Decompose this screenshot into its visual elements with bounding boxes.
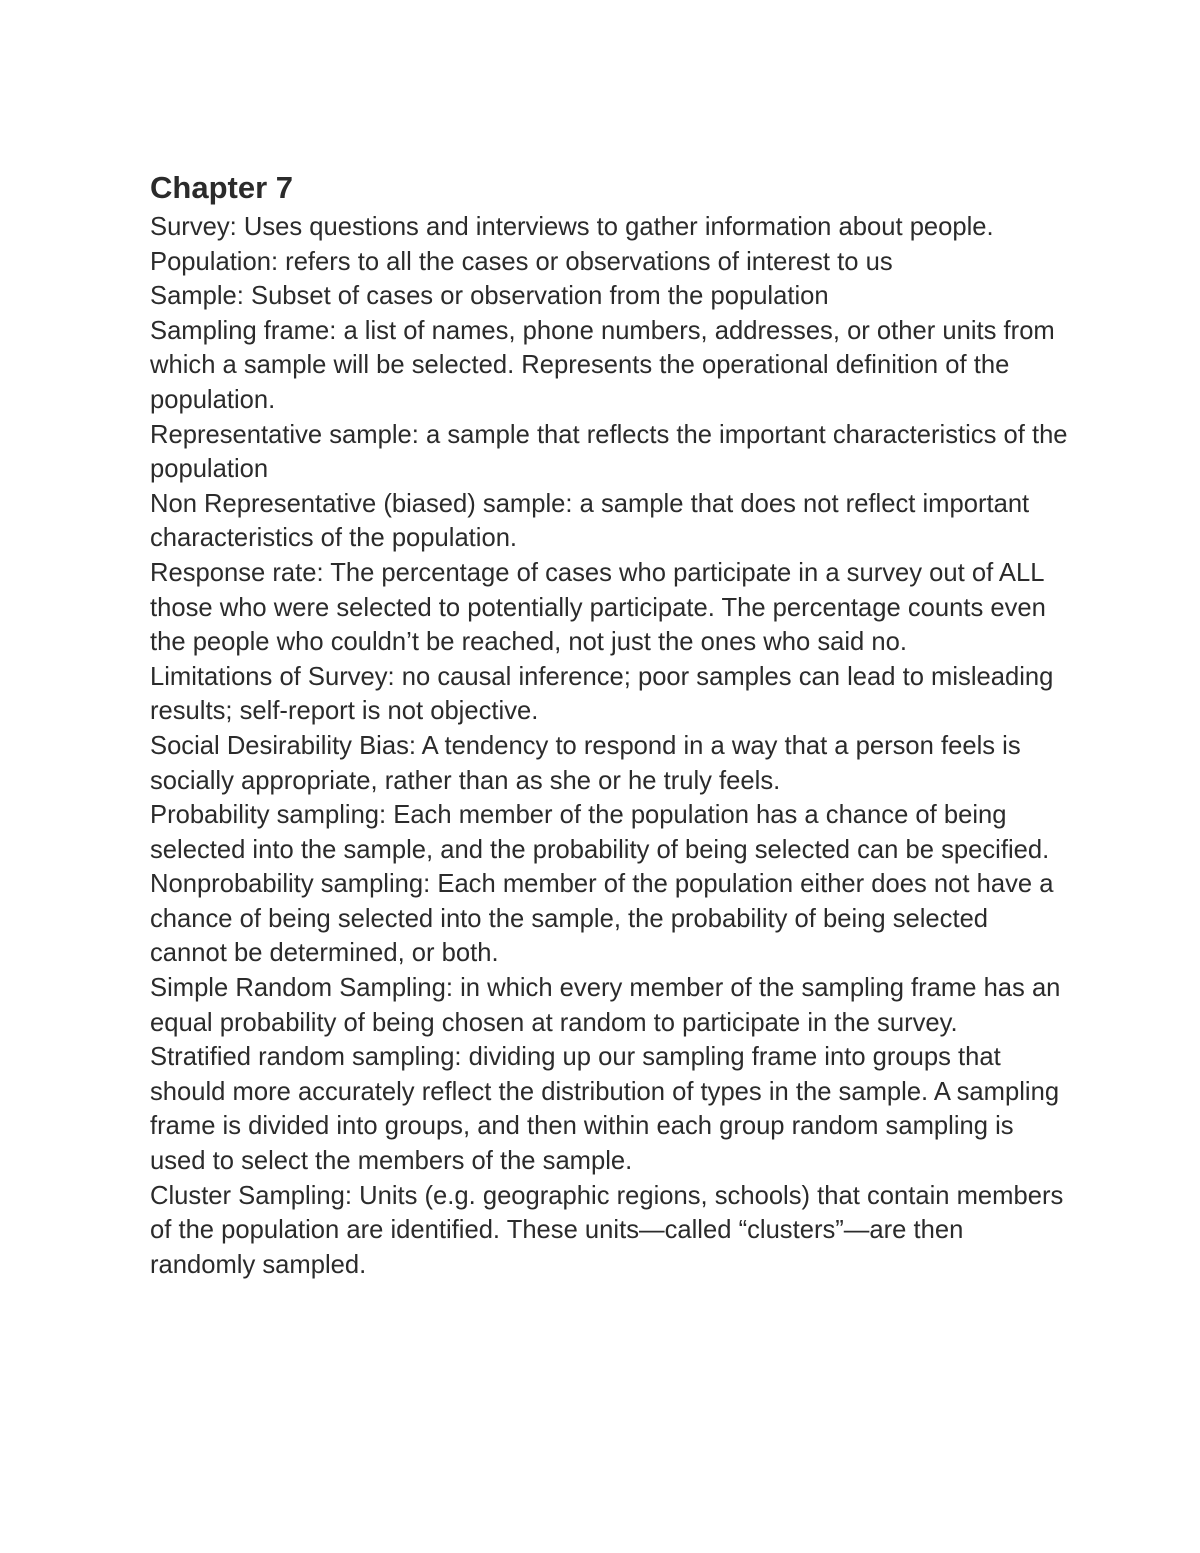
definition-nonprobability-sampling: Nonprobability sampling: Each member of the population either does not have a chance of being selected into the sample, the probability of being selected cannot be determined, or both.: [150, 870, 1054, 968]
definition-stratified-random-sampling: Stratified random sampling: dividing up our sampling frame into groups that should more accurately reflect the distribution of types in the sample. A sampling frame is divided into groups, and then within each group random sampling is used to select the members of the sample.: [150, 1043, 1060, 1176]
definition-non-representative-sample: Non Representative (biased) sample: a sample that does not reflect important characteristics of the population.: [150, 489, 1030, 553]
definition-representative-sample: Representative sample: a sample that reflects the important characteristics of the population: [150, 420, 1068, 484]
definition-probability-sampling: Probability sampling: Each member of the population has a chance of being selected into the sample, and the probability of being selected can be specified.: [150, 801, 1050, 864]
definition-sample: Sample: Subset of cases or observation from the population: [150, 282, 829, 311]
definition-social-desirability-bias: Social Desirability Bias: A tendency to respond in a way that a person feels is socially appropriate, rather than as she or he truly feels.: [150, 731, 1021, 795]
definition-response-rate: Response rate: The percentage of cases who participate in a survey out of ALL those who were selected to potentially participate. The percentage counts even the people who couldn’t be reached, not just the ones who said no.: [150, 558, 1046, 657]
definition-cluster-sampling: Cluster Sampling: Units (e.g. geographic regions, schools) that contain members of the population are identified. These units—called “clusters”—are then randomly sampled.: [150, 1181, 1064, 1279]
definition-sampling-frame: Sampling frame: a list of names, phone numbers, addresses, or other units from which a sample will be selected. Represents the operational definition of the population.: [150, 316, 1055, 414]
document-page: [150, 168, 1070, 1282]
definition-population: Population: refers to all the cases or observations of interest to us: [150, 247, 893, 276]
definition-simple-random-sampling: Simple Random Sampling: in which every member of the sampling frame has an equal probability of being chosen at random to participate in the survey.: [150, 974, 1061, 1037]
definition-survey: Survey: Uses questions and interviews to gather information about people.: [150, 213, 994, 241]
definition-limitations-of-survey: Limitations of Survey: no causal inference; poor samples can lead to misleading results; self-report is not objective.: [150, 662, 1054, 726]
chapter-title: Chapter 7: [150, 170, 293, 205]
